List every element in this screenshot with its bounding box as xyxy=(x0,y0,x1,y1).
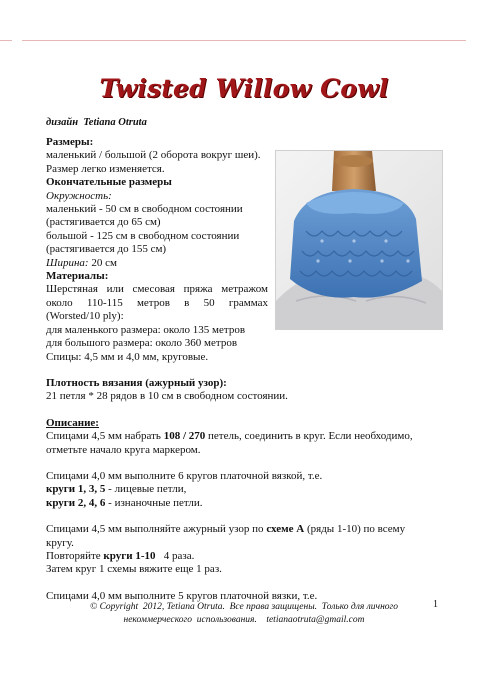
designer-credit xyxy=(46,117,147,128)
rounds-even-text: - изнаночные петли. xyxy=(105,496,203,509)
yarn-line-1: Шерстяная или смесовая пряжа метражом xyxy=(46,283,268,296)
pattern-content xyxy=(46,136,444,603)
lace-text-a: Спицами 4,5 мм выполняйте ажурный узор по xyxy=(46,523,267,536)
repeat-rounds: круги 1-10 xyxy=(103,549,156,562)
small-size-line-2: (растягивается до 65 см) xyxy=(46,216,161,229)
designer-prefix: дизайн xyxy=(46,117,79,128)
corner-rule xyxy=(0,40,12,41)
garter-intro-line: Спицами 4,0 мм выполните 6 кругов платочной вязкой, т.е. xyxy=(46,469,323,482)
header-rule xyxy=(22,40,466,41)
cast-on-text-c: петель, соединить в круг. Если необходимо, xyxy=(205,430,413,443)
gauge-heading: Плотность вязания (ажурный узор): xyxy=(46,376,227,389)
materials-heading: Материалы: xyxy=(46,270,109,283)
footer-line-1: © Copyright 2012, Tetiana Otruta. Все права защищены. Только для личного xyxy=(89,602,399,612)
sizes-heading: Размеры: xyxy=(46,136,94,148)
yarn-line-2: около 110-115 метров в 50 граммах xyxy=(46,296,268,309)
circumference-label: Окружность: xyxy=(46,189,112,202)
copyright-footer xyxy=(74,601,414,626)
cast-on-text-a: Спицами 4,5 мм набрать xyxy=(46,430,164,443)
chart-a-label: схеме А xyxy=(266,523,305,536)
yarn-small-amount: для маленького размера: около 135 метров xyxy=(46,323,246,336)
large-size-line-1: большой - 125 см в свободном состоянии xyxy=(46,229,240,242)
lace-line-2: кругу. xyxy=(46,536,74,549)
pattern-title: Twisted Willow Cowl xyxy=(99,74,389,103)
repeat-line xyxy=(46,550,444,563)
page-number: 1 xyxy=(433,599,438,610)
gauge-text: 21 петля * 28 рядов в 10 см в свободном состоянии. xyxy=(46,390,288,403)
final-garter-line: Спицами 4,0 мм выполните 5 кругов платочной вязки, т.е. xyxy=(46,589,318,602)
lace-text-c: (ряды 1-10) по всему xyxy=(304,523,406,536)
width-label: Ширина: xyxy=(46,256,89,269)
width-value: 20 см xyxy=(88,256,117,269)
repeat-count: 4 раза. xyxy=(155,549,195,562)
sizes-line-2: Размер легко изменяется. xyxy=(46,162,165,175)
rounds-odd-label: круги 1, 3, 5 xyxy=(46,483,106,496)
cast-on-count: 108 / 270 xyxy=(163,430,206,443)
yarn-large-amount: для большого размера: около 360 метров xyxy=(46,337,238,350)
footer-line-2: некоммерческого использования. tetianaotruta@gmail.com xyxy=(123,614,365,625)
width-line xyxy=(46,257,444,270)
description-heading: Описание: xyxy=(46,416,99,429)
large-size-line-2: (растягивается до 155 см) xyxy=(46,243,167,256)
designer-name: Tetiana Otruta xyxy=(83,117,147,128)
rounds-odd-text: - лицевые петли, xyxy=(105,483,187,496)
rounds-odd-line xyxy=(46,483,444,496)
marker-line: отметьте начало круга маркером. xyxy=(46,443,201,456)
small-size-line-1: маленький - 50 см в свободном состоянии xyxy=(46,203,243,216)
needles-line: Спицы: 4,5 мм и 4,0 мм, круговые. xyxy=(46,350,209,363)
repeat-text-a: Повторяйте xyxy=(46,549,104,562)
final-sizes-heading: Окончательные размеры xyxy=(46,176,172,189)
sizes-line-1: маленький / большой (2 оборота вокруг шеи). xyxy=(46,149,261,162)
rounds-even-line xyxy=(46,497,444,510)
yarn-line-3: (Worsted/10 ply): xyxy=(46,310,124,323)
cast-on-line xyxy=(46,430,444,443)
rounds-even-label: круги 2, 4, 6 xyxy=(46,496,106,509)
then-line: Затем круг 1 схемы вяжите еще 1 раз. xyxy=(46,563,222,576)
lace-line xyxy=(46,523,444,536)
